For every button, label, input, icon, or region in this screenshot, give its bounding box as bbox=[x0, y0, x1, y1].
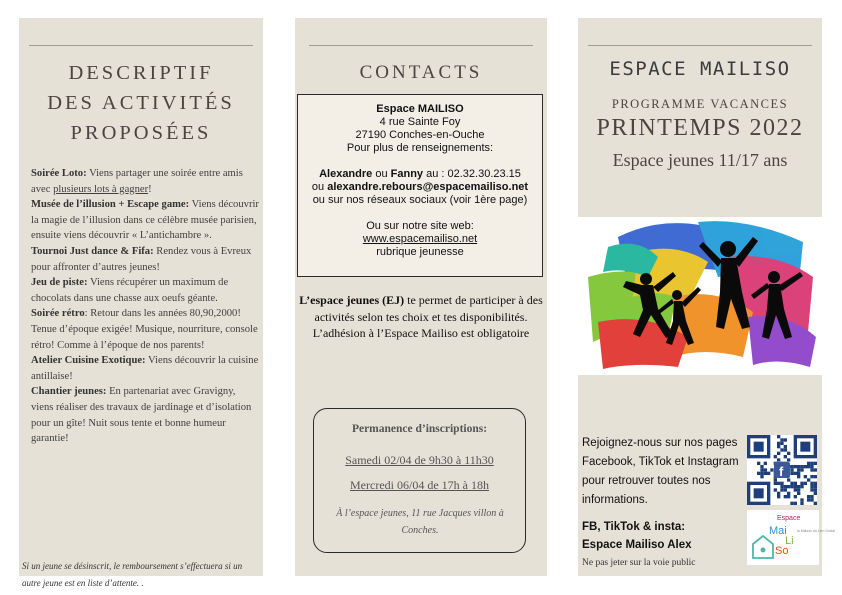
handles-label: FB, TikTok & insta: bbox=[582, 521, 686, 533]
ej-bold: L’espace jeunes (EJ) bbox=[299, 293, 405, 307]
org-name: Espace MAILISO bbox=[376, 103, 464, 115]
logo-text-a: Mai bbox=[769, 525, 787, 537]
title-line: PROPOSÉES bbox=[70, 122, 212, 144]
city: 27190 Conches-en-Ouche bbox=[355, 129, 485, 141]
cover-header bbox=[578, 18, 822, 217]
logo-text-top: Espace bbox=[777, 515, 801, 522]
activity-text: : Retour dans les années 80,90,2000! Tenue d’époque exigée! Musique, nourriture, console rétro! Comme à l’époque de nos parents! bbox=[31, 308, 258, 351]
info-label: Pour plus de renseignements: bbox=[346, 142, 494, 154]
contact-box bbox=[297, 94, 543, 277]
email-link[interactable]: alexandre.rebours@espacemailiso.net bbox=[327, 181, 529, 193]
activity-text: En partenariat avec Gravigny, viens réaliser des travaux de jardinage et d’isolation pour un gîte! Nuit sous tente et bonne humeur garantie! bbox=[31, 386, 252, 445]
registration-title: Permanence d’inscriptions: bbox=[351, 423, 488, 435]
website-link[interactable]: www.espacemailiso.net bbox=[362, 233, 478, 245]
dancing-silhouettes-image bbox=[578, 217, 822, 375]
season-title: PRINTEMPS 2022 bbox=[596, 115, 804, 141]
contact-name-2: Fanny bbox=[390, 168, 424, 180]
activity-item bbox=[31, 384, 259, 446]
activity-text: Viens partager une soirée entre amis avec bbox=[31, 168, 243, 195]
program-label: PROGRAMME VACANCES bbox=[611, 97, 789, 111]
mailiso-logo-icon bbox=[747, 510, 835, 565]
brand-title: ESPACE MAILISO bbox=[609, 58, 791, 80]
registration-date-1: Samedi 02/04 de 9h30 à 11h30 bbox=[345, 453, 494, 467]
social-handles bbox=[582, 518, 742, 554]
social-invite: Rejoignez-nous sur nos pages Facebook, TikTok et Instagram pour retrouver toutes nos informations. bbox=[582, 437, 739, 506]
ej-text: te permet de participer à des activités selon tes choix et tes disponibilités. bbox=[314, 293, 543, 324]
activity-item bbox=[31, 353, 259, 384]
contacts-panel bbox=[295, 18, 547, 576]
divider bbox=[588, 45, 812, 46]
activity-name: Chantier jeunes: bbox=[31, 386, 107, 398]
street: 4 rue Sainte Foy bbox=[379, 116, 461, 128]
activity-item bbox=[31, 275, 259, 306]
registration-box bbox=[313, 408, 526, 553]
activity-item bbox=[31, 306, 259, 353]
activity-text: Viens découvrir la cuisine antillaise! bbox=[31, 355, 259, 382]
ej-description bbox=[295, 292, 547, 342]
title-line: DES ACTIVITÉS bbox=[47, 92, 235, 114]
logo-tagline: la Maison du Lien Social bbox=[797, 529, 835, 533]
activity-item bbox=[31, 197, 259, 244]
phone-line bbox=[298, 168, 542, 181]
phone-number[interactable]: au : 02.32.30.23.15 bbox=[423, 168, 521, 180]
logo-text-c: So bbox=[775, 545, 789, 557]
activity-name: Soirée Loto: bbox=[31, 168, 87, 179]
handles-name: Espace Mailiso Alex bbox=[582, 539, 692, 551]
activity-link: plusieurs lots à gagner bbox=[53, 183, 149, 195]
disposal-note: Ne pas jeter sur la voie public bbox=[582, 558, 696, 568]
email-line bbox=[298, 181, 542, 194]
activity-name: Soirée rétro bbox=[31, 308, 85, 320]
social-line: ou sur nos réseaux sociaux (voir 1ère page) bbox=[312, 194, 528, 206]
or-text: ou bbox=[372, 168, 391, 180]
or-text: ou bbox=[311, 181, 328, 193]
activity-text-end: ! bbox=[148, 183, 152, 195]
section-label: rubrique jeunesse bbox=[376, 246, 464, 258]
activity-item bbox=[31, 166, 259, 197]
divider bbox=[309, 45, 533, 46]
registration-address: À l’espace jeunes, 11 rue Jacques villon à Conches. bbox=[336, 508, 504, 536]
activity-name: Atelier Cuisine Exotique: bbox=[31, 355, 146, 367]
activity-text: Viens récupérer un maximum de chocolats dans une chasse aux oeufs géante. bbox=[31, 277, 229, 304]
activity-name: Tournoi Just dance & Fifa: bbox=[31, 245, 154, 257]
title-line: DESCRIPTIF bbox=[68, 62, 214, 84]
divider bbox=[29, 45, 253, 46]
facebook-icon bbox=[774, 462, 790, 479]
activity-item bbox=[31, 244, 259, 275]
activity-name: Musée de l’illusion + Escape game: bbox=[31, 199, 190, 211]
activity-text: Rendez vous à Evreux pour affronter d’autres jeunes! bbox=[31, 245, 252, 273]
activities-title bbox=[19, 58, 263, 148]
activity-text: Viens découvrir la magie de l’illusion dans ce célèbre musée parisien, ensuite viens découvrir « L’antichambre ». bbox=[31, 199, 259, 242]
logo-text-b: Li bbox=[785, 535, 794, 547]
registration-date-2: Mercredi 06/04 de 17h à 18h bbox=[350, 478, 489, 492]
web-label: Ou sur notre site web: bbox=[366, 220, 474, 232]
age-range: Espace jeunes 11/17 ans bbox=[612, 150, 788, 170]
activity-list bbox=[31, 166, 259, 447]
contact-name-1: Alexandre bbox=[319, 168, 373, 180]
withdrawal-note: Si un jeune se désinscrit, le remboursement s’effectuera si un autre jeune est en liste d’attente. . bbox=[22, 561, 243, 588]
contacts-title: CONTACTS bbox=[359, 62, 483, 83]
membership-note: L’adhésion à l’Espace Mailiso est obligatoire bbox=[312, 326, 530, 340]
svg-text:f: f bbox=[779, 464, 784, 479]
activities-panel bbox=[19, 18, 263, 588]
activity-name: Jeu de piste: bbox=[31, 277, 88, 289]
qr-code-icon[interactable] bbox=[747, 435, 817, 505]
